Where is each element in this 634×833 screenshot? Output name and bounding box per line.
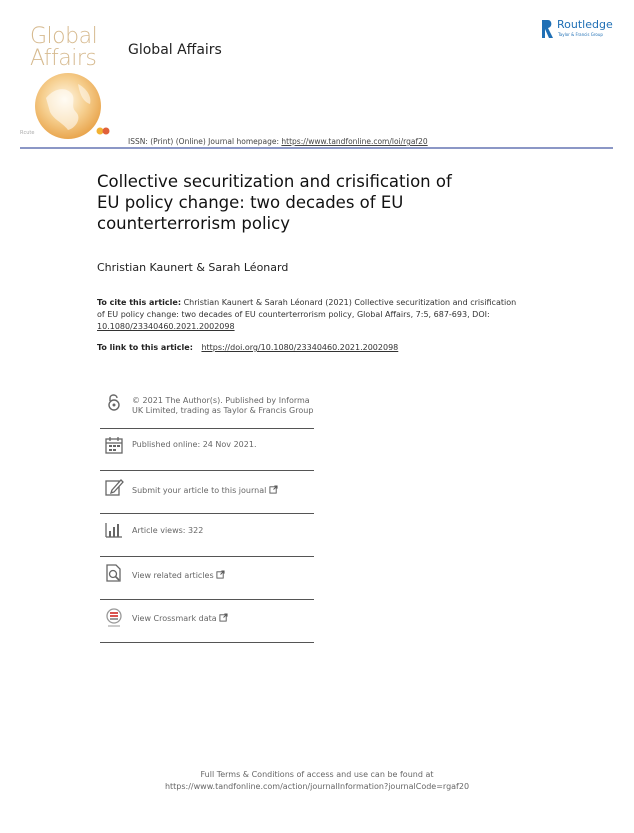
external-link-icon	[216, 570, 225, 579]
citation-block	[97, 297, 517, 333]
issn-line	[128, 137, 428, 146]
journal-homepage-link[interactable]: https://www.tandfonline.com/loi/rgaf20	[281, 137, 428, 146]
footer-terms-url[interactable]: https://www.tandfonline.com/action/journalInformation?journalCode=rgaf20	[164, 782, 470, 791]
submit-article-text: Submit your article to this journal	[132, 486, 267, 495]
crossmark-link[interactable]	[132, 613, 228, 624]
info-row-license	[100, 388, 314, 429]
related-articles-link[interactable]	[132, 570, 225, 581]
submit-article-link[interactable]	[132, 485, 278, 496]
calendar-icon	[104, 435, 124, 455]
logo-line-2: Affairs	[30, 46, 97, 71]
published-date: Published online: 24 Nov 2021.	[132, 440, 257, 449]
related-articles-text: View related articles	[132, 571, 214, 580]
info-row-views	[100, 513, 314, 557]
publisher-tagline: Taylor & Francis Group	[558, 32, 603, 37]
open-access-icon	[104, 392, 124, 412]
info-row-published	[100, 428, 314, 471]
header-divider	[20, 147, 613, 149]
crossmark-icon	[104, 607, 124, 627]
article-authors: Christian Kaunert & Sarah Léonard	[97, 261, 289, 274]
logo-small-text: Rcute	[20, 130, 35, 136]
info-row-crossmark[interactable]	[100, 599, 314, 643]
bar-chart-icon	[104, 519, 124, 539]
issn-prefix: ISSN: (Print) (Online) Journal homepage:	[128, 137, 280, 146]
citation-text: Christian Kaunert & Sarah Léonard (2021) Collective securitization and crisification of EU policy change: two decades of EU counterterrorism policy, Global Affairs, 7:5, 687-693, DOI:	[97, 298, 517, 319]
external-link-icon	[219, 613, 228, 622]
globe-icon	[32, 70, 104, 142]
journal-title: Global Affairs	[128, 42, 222, 58]
info-row-related[interactable]	[100, 556, 314, 600]
article-link-url[interactable]: https://doi.org/10.1080/23340460.2021.2002098	[201, 343, 399, 352]
article-link-label: To link to this article:	[97, 343, 193, 352]
logo-mark-icon	[96, 126, 110, 136]
footer-terms: Full Terms & Conditions of access and use can be found at	[200, 770, 434, 779]
info-row-submit[interactable]	[100, 470, 314, 514]
routledge-logo[interactable]	[540, 18, 620, 42]
crossmark-text: View Crossmark data	[132, 614, 217, 623]
journal-logo	[20, 20, 110, 140]
external-link-icon	[269, 485, 278, 494]
citation-doi-link[interactable]: 10.1080/23340460.2021.2002098	[97, 322, 235, 331]
article-link-block	[97, 343, 398, 352]
license-text: © 2021 The Author(s). Published by Informa UK Limited, trading as Taylor & Francis Group	[132, 396, 314, 415]
article-title: Collective securitization and crisification of EU policy change: two decades of EU counterterrorism policy	[97, 172, 452, 233]
routledge-r-icon	[540, 18, 554, 40]
publisher-name: Routledge	[557, 18, 613, 31]
search-document-icon	[104, 563, 124, 583]
edit-icon	[104, 477, 124, 497]
logo-line-1: Global	[30, 24, 98, 49]
article-views: Article views: 322	[132, 526, 204, 535]
citation-label: To cite this article:	[97, 298, 182, 307]
